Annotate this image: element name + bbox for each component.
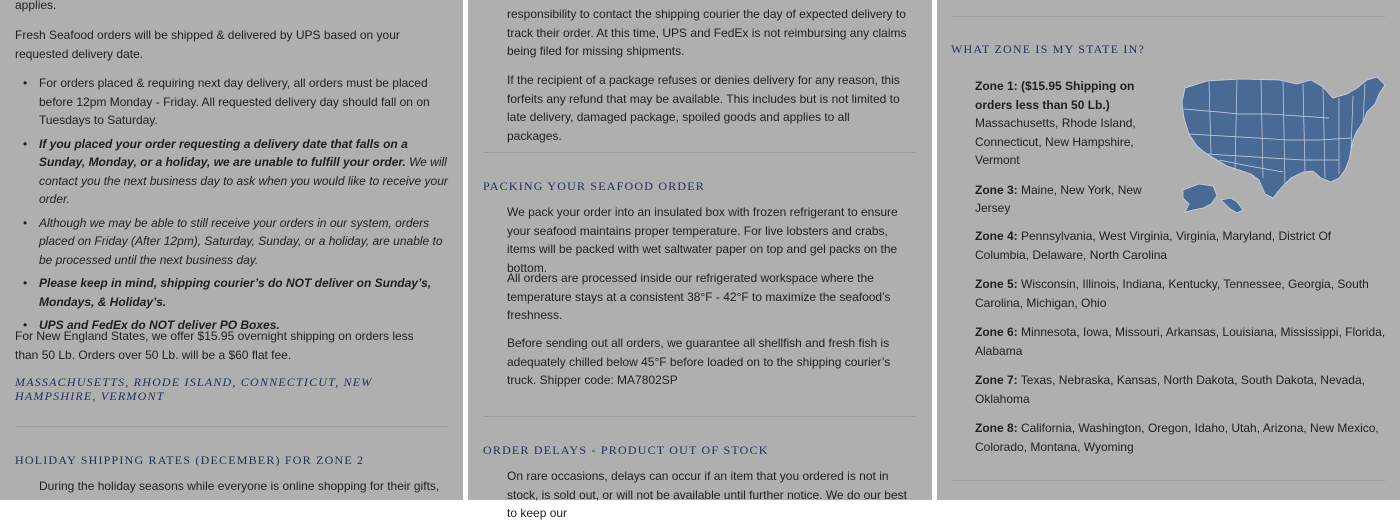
courier-responsibility-text: responsibility to contact the shipping courier the day of expected delivery to track their order. At this time, UPS and FedEx is not reimbursing any claims being filed for missing shipments. [507, 7, 907, 58]
zone-states: Maine, New York, New Jersey [975, 182, 1142, 215]
packing-text-1: We pack your order into an insulated box with frozen refrigerant to ensure your seafood maintains proper temperature. For live lobsters and crabs, items will be packed with wet saltwater paper on top and gel packs on the bottom. [507, 205, 898, 275]
list-item [39, 214, 449, 270]
delays-text: On rare occasions, delays can occur if an item that you ordered is not in stock, is sold out, or will not be available until further notice. We do our best to keep our [507, 469, 907, 520]
list-item [39, 274, 449, 311]
zone-states: Texas, Nebraska, Kansas, North Dakota, South Dakota, Nevada, Oklahoma [975, 373, 1365, 406]
list-item [39, 135, 449, 209]
section-divider [483, 152, 916, 153]
zone-states: Wisconsin, Illinois, Indiana, Kentucky, Tennessee, Georgia, South Carolina, Michigan, Ohio [975, 277, 1369, 310]
zone-7-entry [975, 371, 1387, 408]
top-fragment-text: applies. [15, 0, 57, 12]
zone-6-entry [975, 323, 1387, 360]
refuse-delivery-text: If the recipient of a package refuses or denies delivery for any reason, this forfeits any refund that may be available. This includes but is not limited to late delivery, damaged package, spoiled goods and applies to all packages. [507, 73, 900, 143]
zone-8-entry [975, 419, 1387, 456]
zone-label: Zone 5: [975, 277, 1018, 291]
states-heading: MASSACHUSETTS, RHODE ISLAND, CONNECTICUT, NEW HAMPSHIRE, VERMONT [15, 375, 373, 403]
zone-states: California, Washington, Oregon, Idaho, Utah, Arizona, New Mexico, Colorado, Montana, Wyoming [975, 421, 1379, 454]
zone-list-bottom [975, 227, 1387, 467]
shipping-column-right [937, 0, 1400, 500]
new-england-text: For New England States, we offer $15.95 overnight shipping on orders less than 50 Lb. Orders over 50 Lb. will be a $60 flat fee. [15, 329, 414, 362]
list-item-italic-text: Although we may be able to still receive your orders in our system, orders placed on Friday (After 12pm), Saturday, Sunday, or a holiday, are unable to be processed until the next business day. [39, 215, 443, 267]
delivery-rules-list [15, 74, 449, 340]
delays-heading: ORDER DELAYS - PRODUCT OUT OF STOCK [483, 443, 769, 457]
list-item-bold-text: If you placed your order requesting a delivery date that falls on a Sunday, Monday, or a holiday, we are unable to fulfill your order. [39, 136, 408, 169]
zone-4-entry [975, 227, 1387, 264]
list-item [39, 74, 449, 130]
section-divider [952, 480, 1385, 481]
list-item-bold-text: Please keep in mind, shipping courier’s do NOT deliver on Sunday’s, Mondays, & Holiday’s. [39, 276, 432, 309]
list-item-bold-text: UPS and FedEx do NOT deliver PO Boxes. [39, 318, 280, 332]
zone-label: Zone 8: [975, 421, 1018, 435]
packing-text-2: All orders are processed inside our refrigerated workspace where the temperature stays at a consistent 38°F - 42°F to maximize the seafood’s freshness. [507, 271, 891, 322]
zone-label: Zone 3: [975, 182, 1018, 197]
packing-heading: PACKING YOUR SEAFOOD ORDER [483, 179, 706, 193]
section-divider [483, 416, 916, 417]
zone-states: Massachusetts, Rhode Island, Connecticut, New Hampshire, Vermont [975, 116, 1136, 167]
zone-3-entry [975, 181, 1150, 218]
zone-1-entry [975, 77, 1150, 170]
shipping-column-middle [468, 0, 932, 520]
zone-label: Zone 1: ($15.95 Shipping on orders less than 50 Lb.) [975, 79, 1135, 112]
zone-states: Minnesota, Iowa, Missouri, Arkansas, Louisiana, Mississippi, Florida, Alabama [975, 325, 1386, 358]
section-divider [952, 16, 1385, 17]
zone-label: Zone 4: [975, 229, 1018, 243]
list-item-text: For orders placed & requiring next day delivery, all orders must be placed before 12pm Monday - Friday. All requested delivery day should fall on on Tuesdays to Saturday. [39, 76, 430, 127]
packing-text-3: Before sending out all orders, we guarantee all shellfish and fresh fish is adequately chilled below 45°F before loaded on to the shipping courier’s truck. Shipper code: MA7802SP [507, 336, 891, 387]
zone-heading: WHAT ZONE IS MY STATE IN? [951, 42, 1146, 56]
shipping-column-left [0, 0, 463, 500]
holiday-text: During the holiday seasons while everyone is online shopping for their gifts, [39, 479, 440, 493]
zone-states: Pennsylvania, West Virginia, Virginia, Maryland, District Of Columbia, Delaware, North Carolina [975, 229, 1332, 262]
fresh-seafood-text: Fresh Seafood orders will be shipped & delivered by UPS based on your requested delivery date. [15, 28, 400, 61]
zone-list-top [975, 77, 1150, 229]
us-map-icon [1179, 74, 1387, 216]
holiday-heading: HOLIDAY SHIPPING RATES (DECEMBER) FOR ZONE 2 [15, 453, 365, 467]
zone-5-entry [975, 275, 1387, 312]
list-item-italic-text: We will contact you the next business day to ask when you would like to receive your order. [39, 155, 448, 206]
section-divider [15, 426, 448, 427]
zone-label: Zone 6: [975, 325, 1018, 339]
zone-label: Zone 7: [975, 373, 1018, 387]
